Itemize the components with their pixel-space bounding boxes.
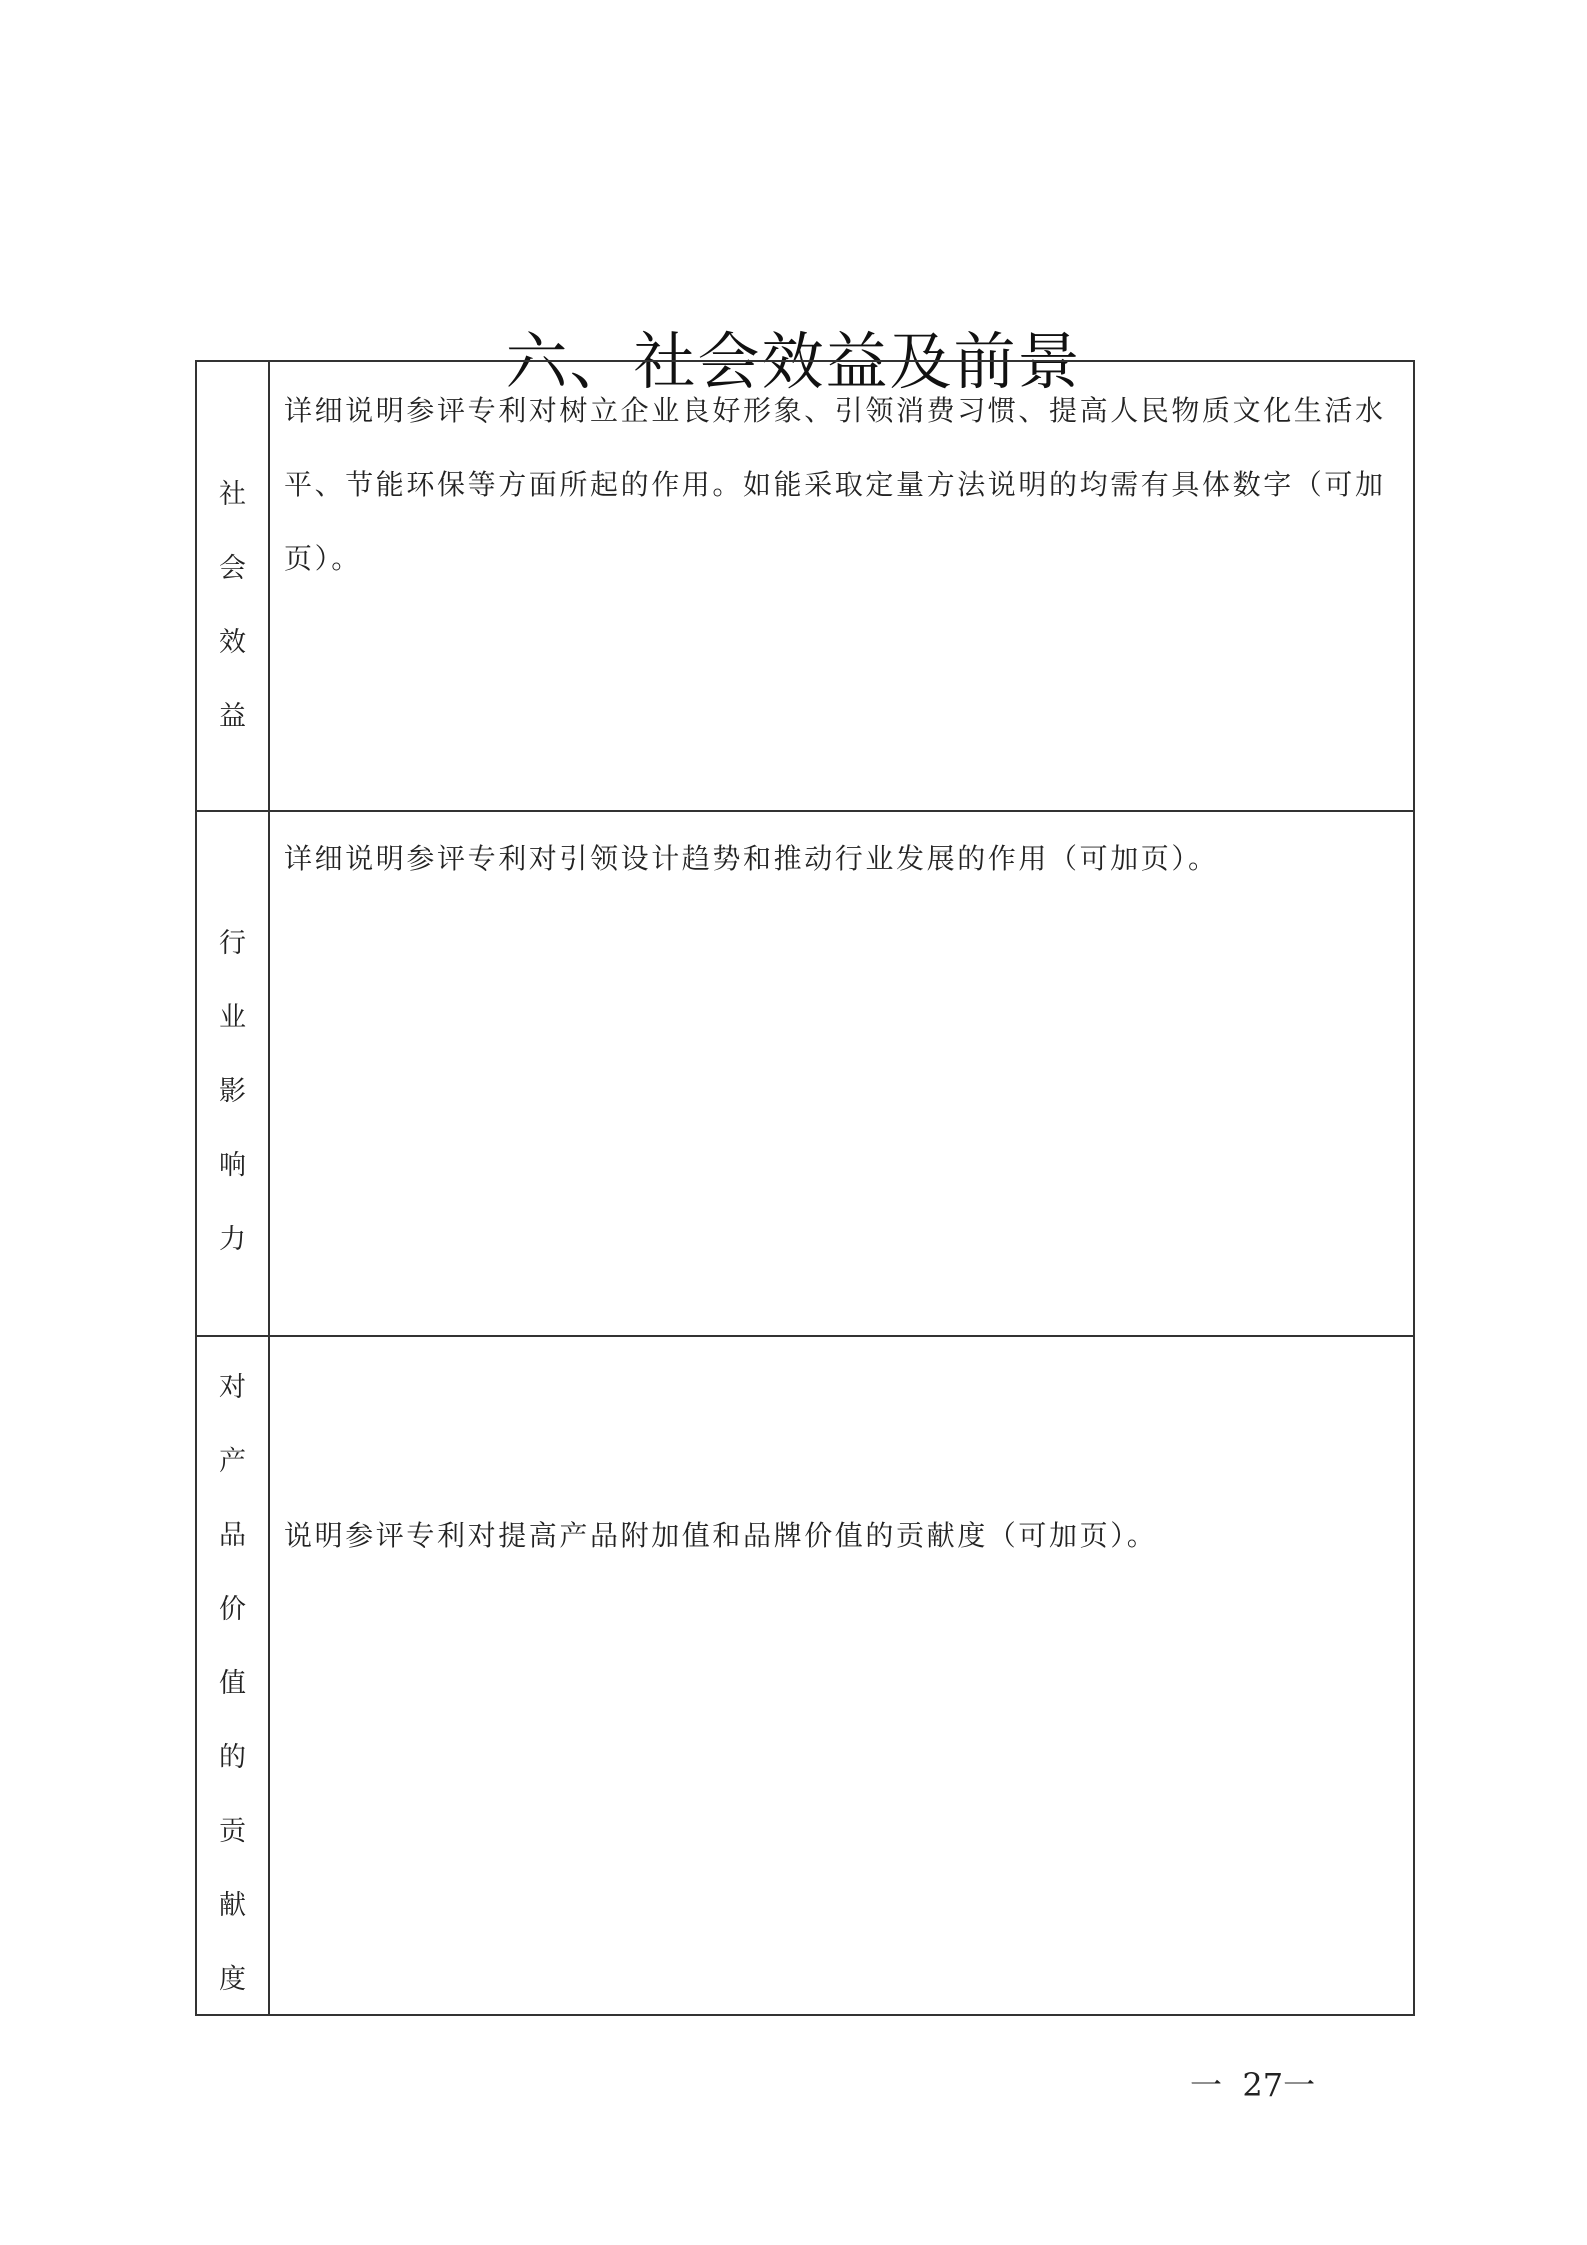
section-description: 详细说明参评专利对树立企业良好形象、引领消费习惯、提高人民物质文化生活水平、节能环保等方面所起的作用。如能采取定量方法说明的均需有具体数字（可加页）。 <box>284 394 1386 575</box>
label-char: 品 <box>219 1520 246 1551</box>
label-char: 贡 <box>219 1816 246 1847</box>
label-char: 献 <box>219 1890 246 1921</box>
label-char: 对 <box>219 1372 246 1403</box>
label-char: 行 <box>219 928 246 959</box>
label-char: 度 <box>219 1964 246 1995</box>
label-char: 力 <box>219 1224 246 1255</box>
label-char: 值 <box>219 1668 246 1699</box>
section-description: 说明参评专利对提高产品附加值和品牌价值的贡献度（可加页）。 <box>284 1519 1158 1552</box>
label-char: 社 <box>219 479 246 510</box>
section-content-area[interactable] <box>270 362 1413 810</box>
label-char: 业 <box>219 1002 246 1033</box>
section-content-area[interactable] <box>270 812 1413 1335</box>
label-char: 产 <box>219 1446 246 1477</box>
label-char: 会 <box>219 553 246 584</box>
section-label <box>197 812 270 1335</box>
section-label <box>197 362 270 810</box>
section-product-value-contribution <box>197 1337 1413 2014</box>
label-char: 益 <box>219 701 246 732</box>
form-table <box>195 360 1415 2016</box>
label-char: 影 <box>219 1076 246 1107</box>
section-description: 详细说明参评专利对引领设计趋势和推动行业发展的作用（可加页）。 <box>284 842 1219 875</box>
page-number: 一 27一 <box>1190 2066 1316 2104</box>
page-title: 六、社会效益及前景 <box>505 324 1082 398</box>
label-char: 效 <box>219 627 246 658</box>
section-industry-influence <box>197 812 1413 1337</box>
label-char: 响 <box>219 1150 246 1181</box>
label-char: 价 <box>219 1594 246 1625</box>
section-social-benefit <box>197 362 1413 812</box>
label-char: 的 <box>219 1742 246 1773</box>
section-content-area[interactable] <box>270 1337 1413 2014</box>
section-label <box>197 1337 270 2014</box>
